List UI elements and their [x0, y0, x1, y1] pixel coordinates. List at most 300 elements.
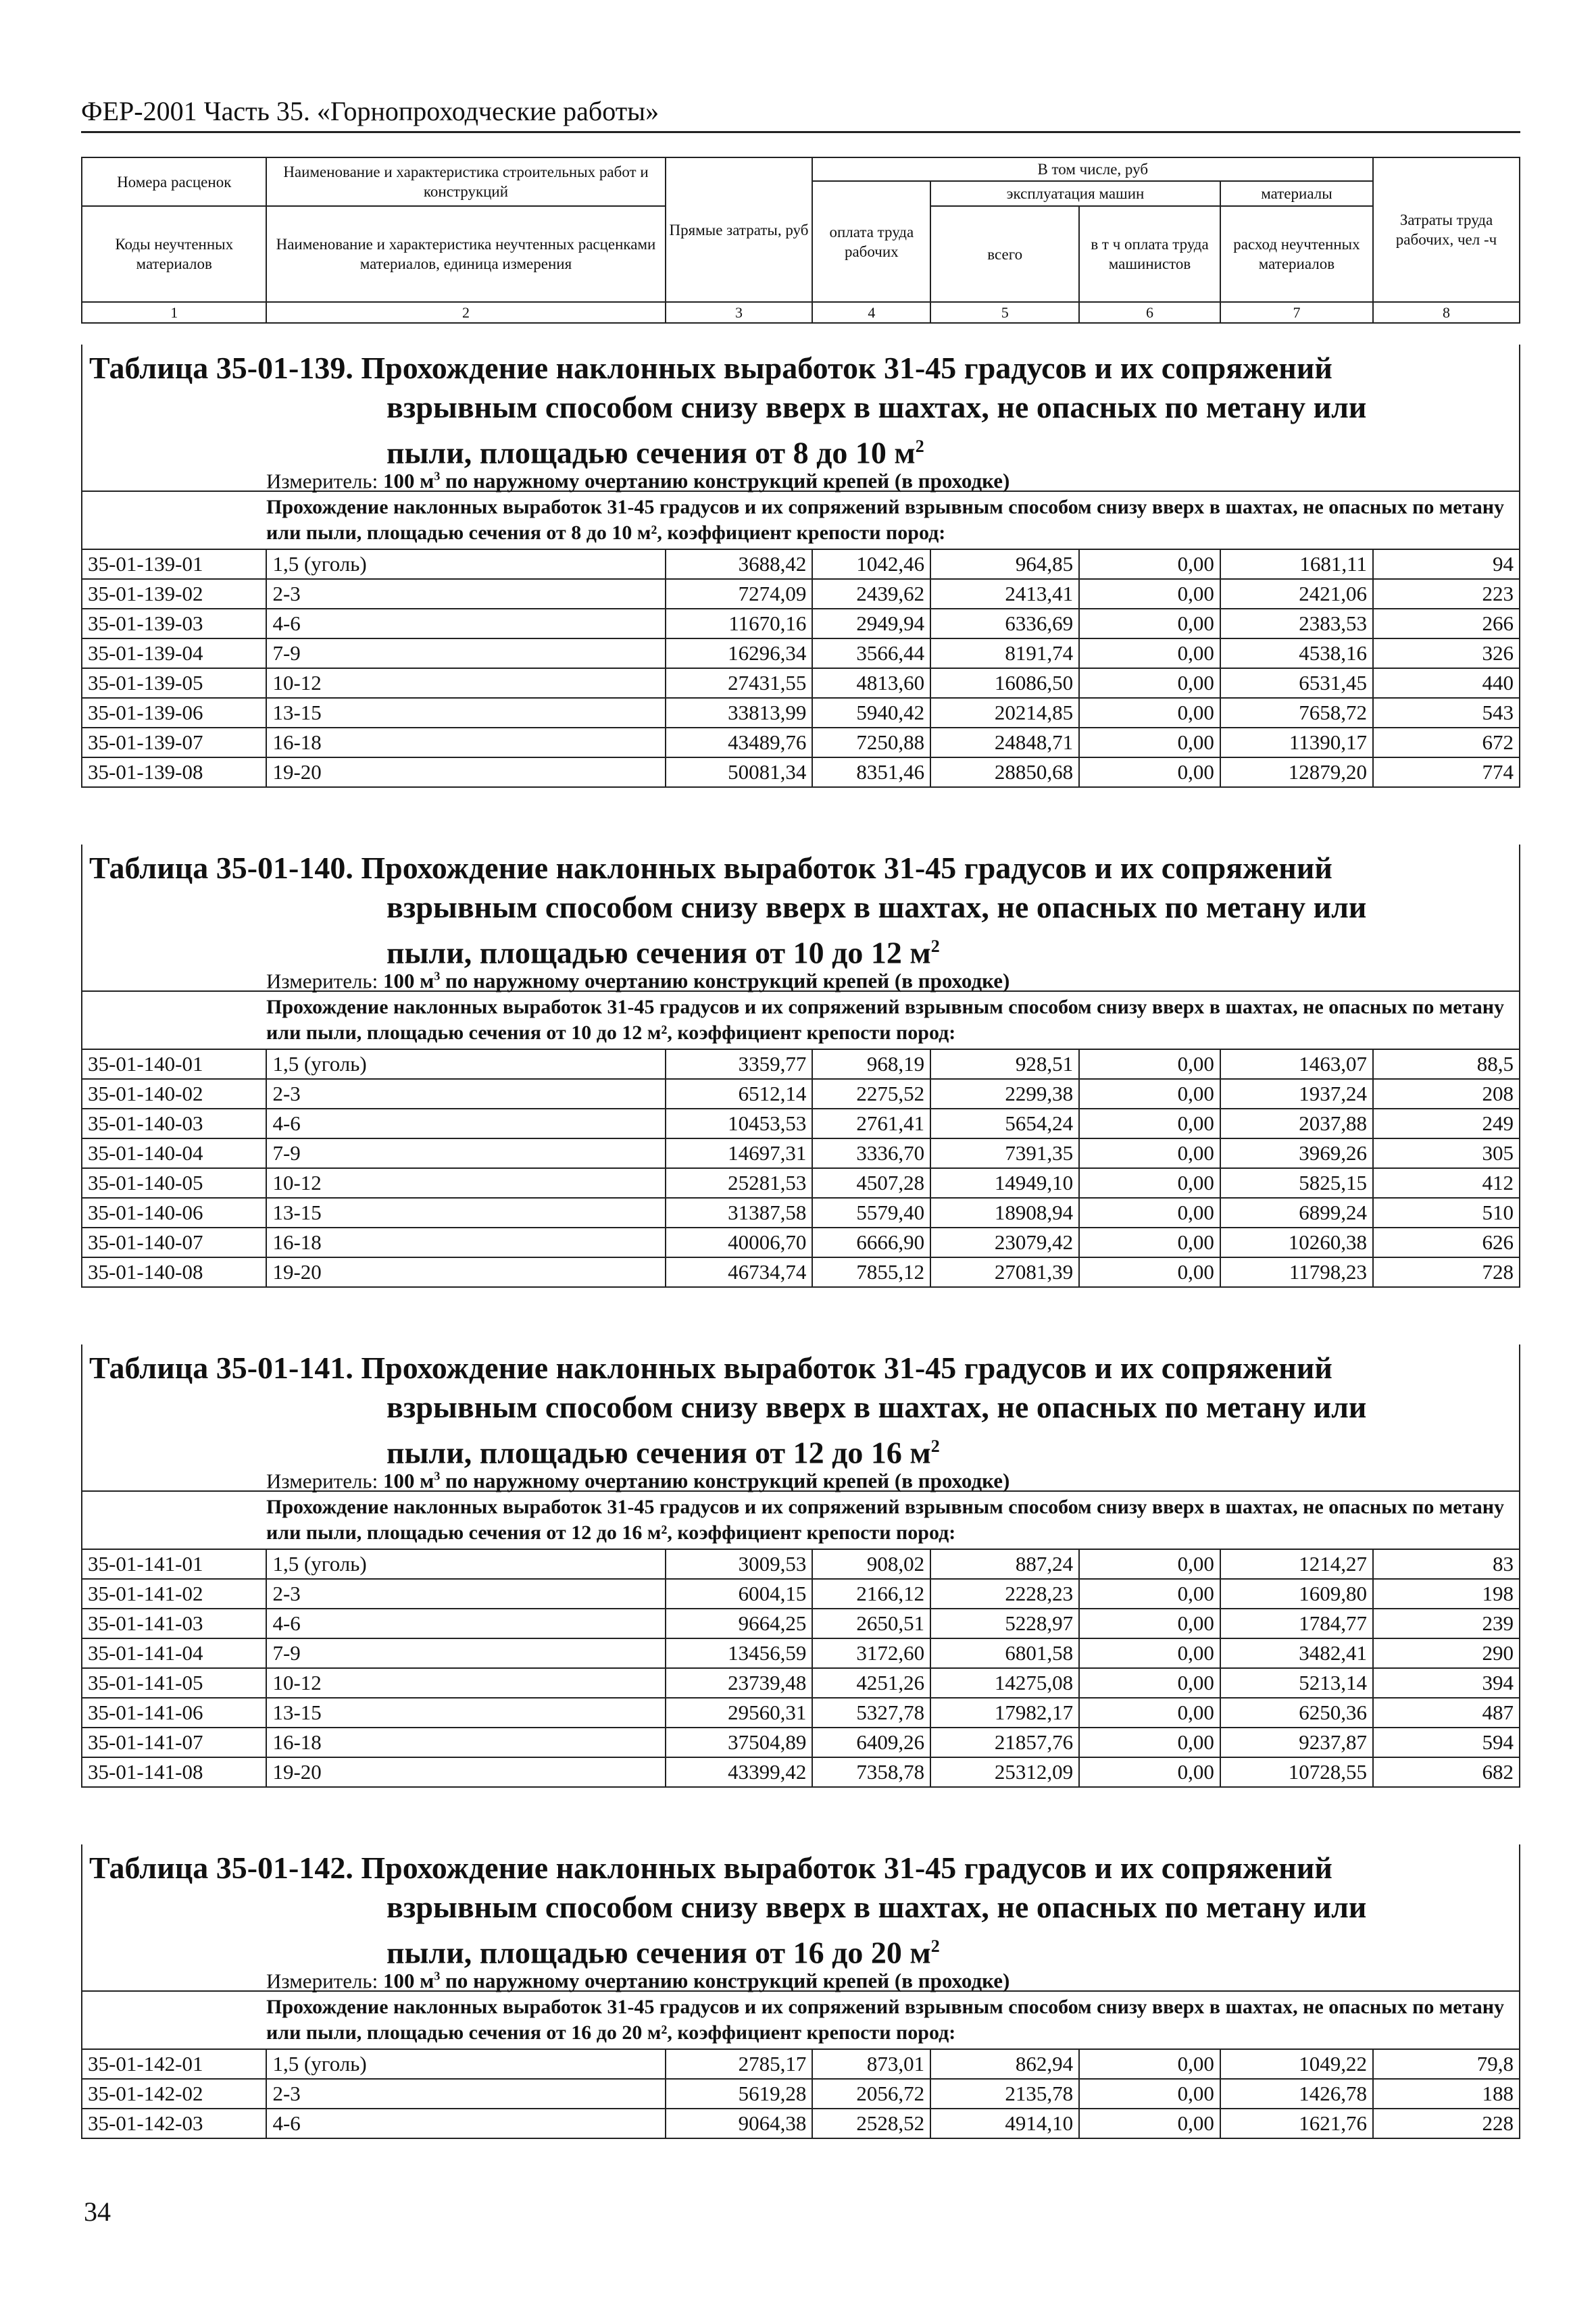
- work-description-row: [82, 1991, 1520, 2049]
- operator-wage-cell: 0,00: [1079, 1257, 1220, 1287]
- table-title-text: пыли, площадью сечения от 12 до 16 м: [386, 1435, 931, 1470]
- work-name-cell: 4-6: [266, 2109, 665, 2138]
- labor-hours-cell: 487: [1373, 1698, 1520, 1728]
- table-title-superscript: 2: [915, 436, 924, 456]
- direct-cost-cell: 33813,99: [666, 698, 813, 728]
- wage-cell: 2439,62: [812, 579, 930, 609]
- operator-wage-cell: 0,00: [1079, 1698, 1220, 1728]
- labor-hours-cell: 223: [1373, 579, 1520, 609]
- wage-cell: 2275,52: [812, 1079, 930, 1109]
- operator-wage-cell: 0,00: [1079, 1757, 1220, 1787]
- machine-cost-cell: 7391,35: [930, 1138, 1079, 1168]
- wage-cell: 2166,12: [812, 1579, 930, 1609]
- machine-cost-cell: 8191,74: [930, 638, 1079, 668]
- wage-cell: 968,19: [812, 1049, 930, 1079]
- labor-hours-cell: 208: [1373, 1079, 1520, 1109]
- operator-wage-cell: 0,00: [1079, 698, 1220, 728]
- work-description: Прохождение наклонных выработок 31-45 градусов и их сопряжений взрывным способом снизу вверх в шахтах, не опасных по метану или пыли, площадью сечения от 10 до 12 м², коэффициент крепости пород:: [82, 991, 1520, 1049]
- measure-superscript: 3: [434, 970, 441, 983]
- measure-label: Измеритель:: [266, 1969, 383, 1993]
- material-cost-cell: 1681,11: [1220, 549, 1373, 579]
- header-col-number: 5: [930, 302, 1079, 323]
- material-cost-cell: 1609,80: [1220, 1579, 1373, 1609]
- rate-code-cell: 35-01-141-02: [82, 1579, 266, 1609]
- work-name-cell: 7-9: [266, 1138, 665, 1168]
- table-row: [82, 1728, 1520, 1757]
- direct-cost-cell: 5619,28: [666, 2079, 813, 2109]
- wage-cell: 8351,46: [812, 757, 930, 787]
- machine-cost-cell: 6801,58: [930, 1638, 1079, 1668]
- work-description-row: [82, 1491, 1520, 1549]
- material-cost-cell: 1463,07: [1220, 1049, 1373, 1079]
- machine-cost-cell: 18908,94: [930, 1198, 1079, 1228]
- measure-value-text: 100 м: [382, 469, 434, 493]
- table-row: [82, 2049, 1520, 2079]
- direct-cost-cell: 13456,59: [666, 1638, 813, 1668]
- wage-cell: 1042,46: [812, 549, 930, 579]
- labor-hours-cell: 440: [1373, 668, 1520, 698]
- rate-code-cell: 35-01-141-08: [82, 1757, 266, 1787]
- work-name-cell: 19-20: [266, 1257, 665, 1287]
- table-title: [81, 1344, 1520, 1470]
- wage-cell: 7855,12: [812, 1257, 930, 1287]
- table-row: [82, 1049, 1520, 1079]
- wage-cell: 4813,60: [812, 668, 930, 698]
- operator-wage-cell: 0,00: [1079, 1198, 1220, 1228]
- rate-code-cell: 35-01-140-02: [82, 1079, 266, 1109]
- wage-cell: 5327,78: [812, 1698, 930, 1728]
- operator-wage-cell: 0,00: [1079, 1079, 1220, 1109]
- rate-code-cell: 35-01-140-03: [82, 1109, 266, 1138]
- wage-cell: 3172,60: [812, 1638, 930, 1668]
- table-row: [82, 1579, 1520, 1609]
- header-col-number: 3: [666, 302, 813, 323]
- material-cost-cell: 9237,87: [1220, 1728, 1373, 1757]
- operator-wage-cell: 0,00: [1079, 1049, 1220, 1079]
- direct-cost-cell: 14697,31: [666, 1138, 813, 1168]
- work-name-cell: 13-15: [266, 1698, 665, 1728]
- material-cost-cell: 3482,41: [1220, 1638, 1373, 1668]
- wage-cell: 6666,90: [812, 1228, 930, 1257]
- direct-cost-cell: 40006,70: [666, 1228, 813, 1257]
- table-title-line: [386, 1927, 940, 1972]
- material-cost-cell: 6899,24: [1220, 1198, 1373, 1228]
- machine-cost-cell: 862,94: [930, 2049, 1079, 2079]
- rate-table: [81, 1990, 1520, 2139]
- work-name-cell: 19-20: [266, 1757, 665, 1787]
- material-cost-cell: 10260,38: [1220, 1228, 1373, 1257]
- material-cost-cell: 12879,20: [1220, 757, 1373, 787]
- material-cost-cell: 1784,77: [1220, 1609, 1373, 1638]
- rate-table: [81, 491, 1520, 788]
- operator-wage-cell: 0,00: [1079, 728, 1220, 757]
- table-title-line: взрывным способом снизу вверх в шахтах, не опасных по метану или: [386, 1890, 1367, 1924]
- labor-hours-cell: 188: [1373, 2079, 1520, 2109]
- labor-hours-cell: 79,8: [1373, 2049, 1520, 2079]
- rate-table-section: [81, 845, 1520, 1288]
- material-cost-cell: 11390,17: [1220, 728, 1373, 757]
- header-rate-numbers: Номера расценок: [82, 157, 266, 206]
- measure-label: Измеритель:: [266, 469, 383, 493]
- rate-code-cell: 35-01-142-03: [82, 2109, 266, 2138]
- operator-wage-cell: 0,00: [1079, 1228, 1220, 1257]
- work-name-cell: 4-6: [266, 1609, 665, 1638]
- work-name-cell: 16-18: [266, 728, 665, 757]
- direct-cost-cell: 6004,15: [666, 1579, 813, 1609]
- rate-code-cell: 35-01-139-02: [82, 579, 266, 609]
- rate-code-cell: 35-01-139-01: [82, 549, 266, 579]
- rate-table-section: [81, 1844, 1520, 2139]
- labor-hours-cell: 510: [1373, 1198, 1520, 1228]
- work-name-cell: 1,5 (уголь): [266, 1049, 665, 1079]
- work-description-row: [82, 491, 1520, 549]
- table-row: [82, 1228, 1520, 1257]
- measure-description: по наружному очертанию конструкций крепей (в проходке): [440, 1469, 1010, 1493]
- measure-description: по наружному очертанию конструкций крепей (в проходке): [440, 1969, 1010, 1993]
- operator-wage-cell: 0,00: [1079, 1138, 1220, 1168]
- header-direct-costs: Прямые затраты, руб: [666, 157, 813, 302]
- header-material-names: Наименование и характеристика неучтенных расценками материалов, единица измерения: [266, 206, 665, 302]
- work-description: Прохождение наклонных выработок 31-45 градусов и их сопряжений взрывным способом снизу вверх в шахтах, не опасных по метану или пыли, площадью сечения от 8 до 10 м², коэффициент крепости пород:: [82, 491, 1520, 549]
- rate-code-cell: 35-01-140-04: [82, 1138, 266, 1168]
- labor-hours-cell: 198: [1373, 1579, 1520, 1609]
- machine-cost-cell: 21857,76: [930, 1728, 1079, 1757]
- machine-cost-cell: 4914,10: [930, 2109, 1079, 2138]
- material-cost-cell: 1426,78: [1220, 2079, 1373, 2109]
- wage-cell: 4251,26: [812, 1668, 930, 1698]
- direct-cost-cell: 27431,55: [666, 668, 813, 698]
- labor-hours-cell: 228: [1373, 2109, 1520, 2138]
- work-name-cell: 10-12: [266, 1668, 665, 1698]
- rate-table-section: [81, 345, 1520, 788]
- machine-cost-cell: 5654,24: [930, 1109, 1079, 1138]
- material-cost-cell: 11798,23: [1220, 1257, 1373, 1287]
- rate-code-cell: 35-01-139-07: [82, 728, 266, 757]
- work-name-cell: 2-3: [266, 579, 665, 609]
- material-cost-cell: 1937,24: [1220, 1079, 1373, 1109]
- material-cost-cell: 5825,15: [1220, 1168, 1373, 1198]
- rate-table: [81, 1490, 1520, 1788]
- table-row: [82, 1757, 1520, 1787]
- direct-cost-cell: 9664,25: [666, 1609, 813, 1638]
- table-title-line: Таблица 35-01-140. Прохождение наклонных выработок 31-45 градусов и их сопряжений: [89, 851, 1332, 885]
- table-title-superscript: 2: [930, 1936, 940, 1956]
- direct-cost-cell: 16296,34: [666, 638, 813, 668]
- work-name-cell: 7-9: [266, 638, 665, 668]
- header-unaccounted-materials: расход неучтенных материалов: [1220, 206, 1373, 302]
- rate-code-cell: 35-01-141-07: [82, 1728, 266, 1757]
- machine-cost-cell: 27081,39: [930, 1257, 1079, 1287]
- measure-value-text: 100 м: [382, 1469, 434, 1493]
- work-name-cell: 13-15: [266, 1198, 665, 1228]
- measure-value: [383, 1469, 1009, 1492]
- machine-cost-cell: 2413,41: [930, 579, 1079, 609]
- direct-cost-cell: 37504,89: [666, 1728, 813, 1757]
- measure-superscript: 3: [434, 470, 441, 483]
- wage-cell: 4507,28: [812, 1168, 930, 1198]
- work-name-cell: 10-12: [266, 1168, 665, 1198]
- material-cost-cell: 2383,53: [1220, 609, 1373, 638]
- labor-hours-cell: 594: [1373, 1728, 1520, 1757]
- direct-cost-cell: 9064,38: [666, 2109, 813, 2138]
- operator-wage-cell: 0,00: [1079, 1638, 1220, 1668]
- machine-cost-cell: 28850,68: [930, 757, 1079, 787]
- wage-cell: 5940,42: [812, 698, 930, 728]
- rate-code-cell: 35-01-141-03: [82, 1609, 266, 1638]
- direct-cost-cell: 31387,58: [666, 1198, 813, 1228]
- header-work-name: Наименование и характеристика строительных работ и конструкций: [266, 157, 665, 206]
- labor-hours-cell: 249: [1373, 1109, 1520, 1138]
- machine-cost-cell: 2228,23: [930, 1579, 1079, 1609]
- table-title-line: [386, 427, 924, 472]
- direct-cost-cell: 43399,42: [666, 1757, 813, 1787]
- table-row: [82, 698, 1520, 728]
- labor-hours-cell: 290: [1373, 1638, 1520, 1668]
- material-cost-cell: 3969,26: [1220, 1138, 1373, 1168]
- table-row: [82, 1638, 1520, 1668]
- machine-cost-cell: 25312,09: [930, 1757, 1079, 1787]
- wage-cell: 6409,26: [812, 1728, 930, 1757]
- table-title-superscript: 2: [930, 936, 940, 956]
- material-cost-cell: 6250,36: [1220, 1698, 1373, 1728]
- rate-code-cell: 35-01-139-06: [82, 698, 266, 728]
- measure-description: по наружному очертанию конструкций крепей (в проходке): [440, 969, 1010, 993]
- measure-superscript: 3: [434, 1469, 441, 1483]
- rate-table: [81, 990, 1520, 1288]
- table-title-line: взрывным способом снизу вверх в шахтах, не опасных по метану или: [386, 390, 1367, 424]
- header-machine-operation: эксплуатация машин: [930, 181, 1220, 206]
- rate-code-cell: 35-01-140-01: [82, 1049, 266, 1079]
- wage-cell: 908,02: [812, 1549, 930, 1579]
- labor-hours-cell: 626: [1373, 1228, 1520, 1257]
- wage-cell: 3336,70: [812, 1138, 930, 1168]
- direct-cost-cell: 3359,77: [666, 1049, 813, 1079]
- operator-wage-cell: 0,00: [1079, 757, 1220, 787]
- direct-cost-cell: 3009,53: [666, 1549, 813, 1579]
- table-title: [81, 345, 1520, 470]
- table-title-text: пыли, площадью сечения от 8 до 10 м: [386, 435, 916, 470]
- page-number: 34: [84, 2196, 111, 2227]
- operator-wage-cell: 0,00: [1079, 1109, 1220, 1138]
- rate-code-cell: 35-01-140-06: [82, 1198, 266, 1228]
- table-row: [82, 638, 1520, 668]
- work-name-cell: 16-18: [266, 1728, 665, 1757]
- header-col-number: 1: [82, 302, 266, 323]
- rate-code-cell: 35-01-139-05: [82, 668, 266, 698]
- table-row: [82, 1198, 1520, 1228]
- wage-cell: 2056,72: [812, 2079, 930, 2109]
- work-name-cell: 2-3: [266, 1079, 665, 1109]
- operator-wage-cell: 0,00: [1079, 609, 1220, 638]
- header-col-number: 7: [1220, 302, 1373, 323]
- wage-cell: 7250,88: [812, 728, 930, 757]
- direct-cost-cell: 3688,42: [666, 549, 813, 579]
- work-name-cell: 2-3: [266, 1579, 665, 1609]
- direct-cost-cell: 25281,53: [666, 1168, 813, 1198]
- machine-cost-cell: 964,85: [930, 549, 1079, 579]
- measure-label: Измеритель:: [266, 1469, 383, 1493]
- table-row: [82, 579, 1520, 609]
- material-cost-cell: 1621,76: [1220, 2109, 1373, 2138]
- table-title-line: Таблица 35-01-141. Прохождение наклонных выработок 31-45 градусов и их сопряжений: [89, 1351, 1332, 1385]
- rate-code-cell: 35-01-141-05: [82, 1668, 266, 1698]
- labor-hours-cell: 305: [1373, 1138, 1520, 1168]
- material-cost-cell: 1049,22: [1220, 2049, 1373, 2079]
- measure-superscript: 3: [434, 1969, 441, 1983]
- work-name-cell: 16-18: [266, 1228, 665, 1257]
- table-title-text: пыли, площадью сечения от 16 до 20 м: [386, 1935, 931, 1970]
- table-title-line: Таблица 35-01-139. Прохождение наклонных выработок 31-45 градусов и их сопряжений: [89, 351, 1332, 385]
- table-title-line: [386, 1427, 940, 1472]
- measure-value-text: 100 м: [382, 1969, 434, 1993]
- operator-wage-cell: 0,00: [1079, 1549, 1220, 1579]
- table-row: [82, 1109, 1520, 1138]
- direct-cost-cell: 46734,74: [666, 1257, 813, 1287]
- rate-code-cell: 35-01-141-04: [82, 1638, 266, 1668]
- running-head: ФЕР-2001 Часть 35. «Горнопроходческие работы»: [81, 93, 1520, 133]
- header-worker-wages: оплата труда рабочих: [812, 181, 930, 302]
- table-row: [82, 1549, 1520, 1579]
- header-machines-total: всего: [930, 206, 1079, 302]
- direct-cost-cell: 50081,34: [666, 757, 813, 787]
- table-row: [82, 1668, 1520, 1698]
- header-material-codes: Коды неучтенных материалов: [82, 206, 266, 302]
- measure-description: по наружному очертанию конструкций крепей (в проходке): [440, 469, 1010, 493]
- direct-cost-cell: 6512,14: [666, 1079, 813, 1109]
- machine-cost-cell: 2299,38: [930, 1079, 1079, 1109]
- machine-cost-cell: 14949,10: [930, 1168, 1079, 1198]
- rate-code-cell: 35-01-141-06: [82, 1698, 266, 1728]
- rate-code-cell: 35-01-141-01: [82, 1549, 266, 1579]
- measure-label: Измеритель:: [266, 969, 383, 993]
- machine-cost-cell: 6336,69: [930, 609, 1079, 638]
- work-name-cell: 19-20: [266, 757, 665, 787]
- wage-cell: 7358,78: [812, 1757, 930, 1787]
- rate-code-cell: 35-01-142-02: [82, 2079, 266, 2109]
- rate-code-cell: 35-01-140-08: [82, 1257, 266, 1287]
- operator-wage-cell: 0,00: [1079, 1668, 1220, 1698]
- work-name-cell: 1,5 (уголь): [266, 549, 665, 579]
- operator-wage-cell: 0,00: [1079, 2109, 1220, 2138]
- measure-value: [383, 969, 1009, 992]
- work-name-cell: 1,5 (уголь): [266, 1549, 665, 1579]
- material-cost-cell: 2421,06: [1220, 579, 1373, 609]
- header-col-number: 6: [1079, 302, 1220, 323]
- operator-wage-cell: 0,00: [1079, 2049, 1220, 2079]
- column-header-table: [81, 157, 1520, 324]
- table-title-line: взрывным способом снизу вверх в шахтах, не опасных по метану или: [386, 1390, 1367, 1424]
- table-title: [81, 1844, 1520, 1970]
- labor-hours-cell: 728: [1373, 1257, 1520, 1287]
- wage-cell: 2761,41: [812, 1109, 930, 1138]
- material-cost-cell: 4538,16: [1220, 638, 1373, 668]
- work-name-cell: 4-6: [266, 609, 665, 638]
- rate-code-cell: 35-01-140-05: [82, 1168, 266, 1198]
- direct-cost-cell: 23739,48: [666, 1668, 813, 1698]
- table-row: [82, 2079, 1520, 2109]
- table-row: [82, 757, 1520, 787]
- machine-cost-cell: 20214,85: [930, 698, 1079, 728]
- rate-code-cell: 35-01-139-03: [82, 609, 266, 638]
- table-row: [82, 609, 1520, 638]
- table-title-superscript: 2: [930, 1436, 940, 1456]
- table-row: [82, 549, 1520, 579]
- table-title-line: Таблица 35-01-142. Прохождение наклонных выработок 31-45 градусов и их сопряжений: [89, 1851, 1332, 1885]
- labor-hours-cell: 266: [1373, 609, 1520, 638]
- header-col-number: 4: [812, 302, 930, 323]
- direct-cost-cell: 10453,53: [666, 1109, 813, 1138]
- table-row: [82, 1257, 1520, 1287]
- table-row: [82, 728, 1520, 757]
- measure-value: [383, 1969, 1009, 1992]
- table-row: [82, 1609, 1520, 1638]
- material-cost-cell: 1214,27: [1220, 1549, 1373, 1579]
- labor-hours-cell: 83: [1373, 1549, 1520, 1579]
- work-name-cell: 2-3: [266, 2079, 665, 2109]
- rate-code-cell: 35-01-142-01: [82, 2049, 266, 2079]
- labor-hours-cell: 412: [1373, 1168, 1520, 1198]
- table-row: [82, 668, 1520, 698]
- header-operator-wages: в т ч оплата труда машинистов: [1079, 206, 1220, 302]
- rate-table-section: [81, 1344, 1520, 1788]
- machine-cost-cell: 5228,97: [930, 1609, 1079, 1638]
- wage-cell: 2650,51: [812, 1609, 930, 1638]
- labor-hours-cell: 543: [1373, 698, 1520, 728]
- material-cost-cell: 6531,45: [1220, 668, 1373, 698]
- work-description-row: [82, 991, 1520, 1049]
- operator-wage-cell: 0,00: [1079, 1609, 1220, 1638]
- wage-cell: 5579,40: [812, 1198, 930, 1228]
- header-labor-hours: Затраты труда рабочих, чел -ч: [1373, 157, 1520, 302]
- header-including: В том числе, руб: [812, 157, 1373, 181]
- table-title-text: пыли, площадью сечения от 10 до 12 м: [386, 935, 931, 970]
- operator-wage-cell: 0,00: [1079, 1728, 1220, 1757]
- work-name-cell: 7-9: [266, 1638, 665, 1668]
- direct-cost-cell: 11670,16: [666, 609, 813, 638]
- table-row: [82, 1079, 1520, 1109]
- labor-hours-cell: 88,5: [1373, 1049, 1520, 1079]
- direct-cost-cell: 29560,31: [666, 1698, 813, 1728]
- table-row: [82, 1138, 1520, 1168]
- table-row: [82, 2109, 1520, 2138]
- operator-wage-cell: 0,00: [1079, 1579, 1220, 1609]
- table-title-line: взрывным способом снизу вверх в шахтах, не опасных по метану или: [386, 890, 1367, 924]
- rate-code-cell: 35-01-139-04: [82, 638, 266, 668]
- labor-hours-cell: 682: [1373, 1757, 1520, 1787]
- wage-cell: 873,01: [812, 2049, 930, 2079]
- work-description: Прохождение наклонных выработок 31-45 градусов и их сопряжений взрывным способом снизу вверх в шахтах, не опасных по метану или пыли, площадью сечения от 16 до 20 м², коэффициент крепости пород:: [82, 1991, 1520, 2049]
- operator-wage-cell: 0,00: [1079, 668, 1220, 698]
- material-cost-cell: 5213,14: [1220, 1668, 1373, 1698]
- wage-cell: 2528,52: [812, 2109, 930, 2138]
- material-cost-cell: 2037,88: [1220, 1109, 1373, 1138]
- labor-hours-cell: 394: [1373, 1668, 1520, 1698]
- labor-hours-cell: 94: [1373, 549, 1520, 579]
- work-description: Прохождение наклонных выработок 31-45 градусов и их сопряжений взрывным способом снизу вверх в шахтах, не опасных по метану или пыли, площадью сечения от 12 до 16 м², коэффициент крепости пород:: [82, 1491, 1520, 1549]
- measure-value-text: 100 м: [382, 969, 434, 993]
- wage-cell: 2949,94: [812, 609, 930, 638]
- labor-hours-cell: 239: [1373, 1609, 1520, 1638]
- machine-cost-cell: 23079,42: [930, 1228, 1079, 1257]
- material-cost-cell: 10728,55: [1220, 1757, 1373, 1787]
- labor-hours-cell: 326: [1373, 638, 1520, 668]
- operator-wage-cell: 0,00: [1079, 638, 1220, 668]
- direct-cost-cell: 43489,76: [666, 728, 813, 757]
- machine-cost-cell: 14275,08: [930, 1668, 1079, 1698]
- work-name-cell: 10-12: [266, 668, 665, 698]
- header-col-number: 2: [266, 302, 665, 323]
- table-title: [81, 845, 1520, 970]
